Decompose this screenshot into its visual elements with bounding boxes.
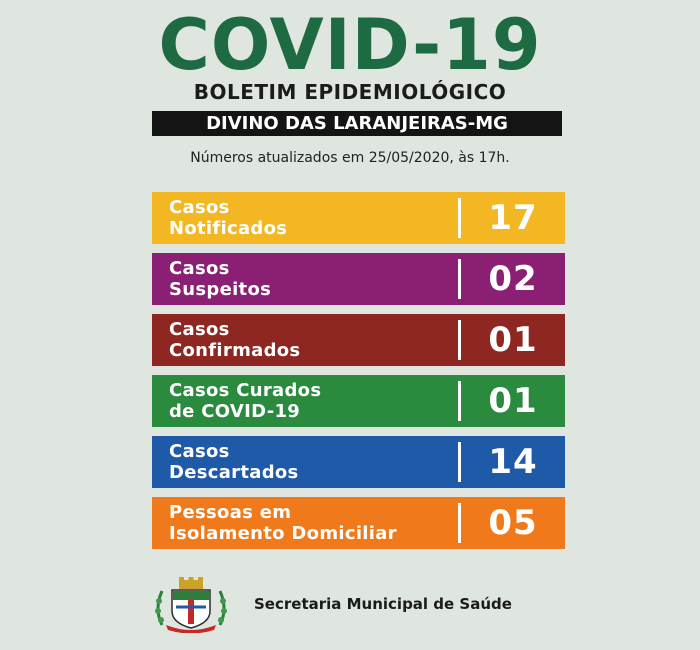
stat-row-recovered (152, 375, 565, 427)
stat-label-line2: de COVID-19 (169, 401, 301, 422)
stat-label-line1: Casos (169, 441, 230, 462)
stat-label-line2: Suspeitos (169, 279, 272, 300)
update-date-text: Números atualizados em 25/05/2020, às 17h. (190, 150, 510, 166)
stat-label-line1: Casos Curados (169, 380, 322, 401)
stat-label-line1: Pessoas em (169, 502, 292, 523)
stat-label-line2: Descartados (169, 462, 299, 483)
stat-label-line2: Notificados (169, 218, 288, 239)
municipal-coat-of-arms-icon (152, 577, 230, 633)
bulletin-title: COVID-19 (158, 4, 542, 86)
stat-row-discarded (152, 436, 565, 488)
stat-value: 01 (488, 381, 538, 421)
stat-row-confirmed (152, 314, 565, 366)
stat-label-line1: Casos (169, 319, 230, 340)
location-banner: DIVINO DAS LARANJEIRAS-MG (152, 111, 562, 136)
health-department-label: Secretaria Municipal de Saúde (254, 595, 512, 613)
stat-row-suspected (152, 253, 565, 305)
stat-value: 05 (488, 503, 538, 543)
stat-row-notified (152, 192, 565, 244)
stat-row-isolation (152, 497, 565, 549)
stat-value: 01 (488, 320, 538, 360)
stat-label-line2: Confirmados (169, 340, 301, 361)
stat-value: 14 (488, 442, 538, 482)
stat-label-line1: Casos (169, 197, 230, 218)
stat-value: 02 (488, 259, 538, 299)
stat-value: 17 (488, 198, 538, 238)
stat-label-line2: Isolamento Domiciliar (169, 523, 397, 544)
bulletin-subtitle: BOLETIM EPIDEMIOLÓGICO (193, 80, 507, 104)
stat-label-line1: Casos (169, 258, 230, 279)
